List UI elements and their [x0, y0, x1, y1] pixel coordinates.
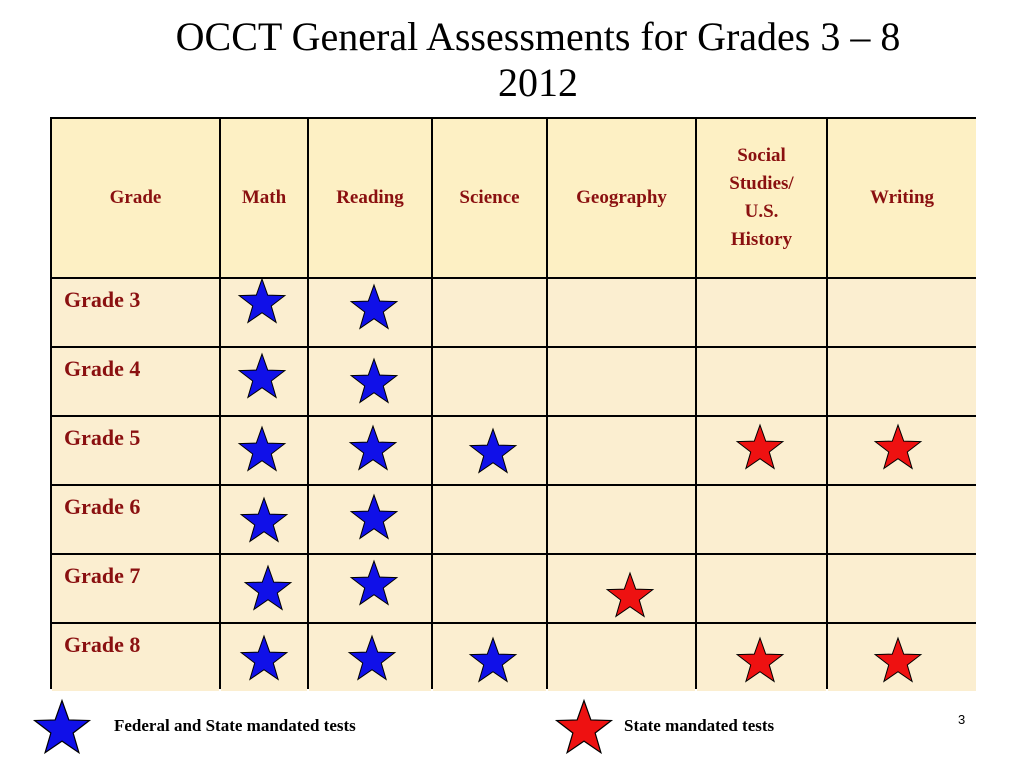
row-label-grade-8: Grade 8 [52, 624, 219, 691]
blue-star-icon [236, 351, 288, 401]
blue-star-icon [238, 495, 290, 545]
row-label-grade-3: Grade 3 [52, 279, 219, 346]
cell-r0-c3 [548, 279, 695, 346]
title-line-1: OCCT General Assessments for Grades 3 – 8 [175, 14, 901, 59]
header-social-line-4: History [730, 229, 793, 250]
cell-r4-c1 [309, 555, 431, 622]
state-star-icon [552, 697, 616, 757]
header-math: Math [221, 119, 307, 277]
cell-r5-c4 [697, 624, 826, 691]
cell-r2-c3 [548, 417, 695, 484]
blue-star-icon [348, 356, 400, 406]
blue-star-icon [236, 276, 288, 326]
header-social-line-3: U.S. [744, 201, 779, 222]
blue-star-icon [467, 426, 519, 476]
header-reading: Reading [309, 119, 431, 277]
cell-r4-c4 [697, 555, 826, 622]
row-label-grade-6: Grade 6 [52, 486, 219, 553]
cell-r5-c3 [548, 624, 695, 691]
row-label-grade-7: Grade 7 [52, 555, 219, 622]
header-writing: Writing [828, 119, 976, 277]
cell-r1-c5 [828, 348, 976, 415]
slide-title [60, 14, 1016, 106]
title-line-2: 2012 [498, 60, 578, 105]
cell-r3-c4 [697, 486, 826, 553]
cell-r5-c1 [309, 624, 431, 691]
legend-state-label: State mandated tests [624, 716, 775, 735]
legend-federal-label: Federal and State mandated tests [114, 716, 356, 735]
cell-r0-c0 [221, 279, 307, 346]
cell-r4-c5 [828, 555, 976, 622]
cell-r5-c0 [221, 624, 307, 691]
cell-r0-c4 [697, 279, 826, 346]
cell-r1-c3 [548, 348, 695, 415]
blue-star-icon [346, 633, 398, 683]
cell-r4-c2 [433, 555, 546, 622]
cell-r2-c1 [309, 417, 431, 484]
cell-r2-c4 [697, 417, 826, 484]
header-social-line-2: Studies/ [729, 173, 794, 194]
blue-star-icon [348, 558, 400, 608]
blue-star-icon [348, 282, 400, 332]
blue-star-icon [236, 424, 288, 474]
cell-r1-c2 [433, 348, 546, 415]
header-social-line-1: Social [737, 145, 786, 166]
row-label-grade-4: Grade 4 [52, 348, 219, 415]
cell-r3-c1 [309, 486, 431, 553]
blue-star-icon [242, 563, 294, 613]
blue-star-icon [348, 492, 400, 542]
blue-star-icon [238, 633, 290, 683]
cell-r5-c2 [433, 624, 546, 691]
cell-r0-c5 [828, 279, 976, 346]
red-star-icon [872, 422, 924, 472]
blue-star-icon [347, 423, 399, 473]
cell-r3-c3 [548, 486, 695, 553]
cell-r4-c0 [221, 555, 307, 622]
cell-r3-c2 [433, 486, 546, 553]
cell-r0-c1 [309, 279, 431, 346]
cell-r4-c3 [548, 555, 695, 622]
row-label-grade-5: Grade 5 [52, 417, 219, 484]
header-science: Science [433, 119, 546, 277]
red-star-icon [734, 422, 786, 472]
cell-r3-c0 [221, 486, 307, 553]
header-geography: Geography [548, 119, 695, 277]
cell-r5-c5 [828, 624, 976, 691]
red-star-icon [604, 570, 656, 620]
header-grade: Grade [52, 119, 219, 277]
header-social-studies [697, 119, 826, 277]
cell-r1-c4 [697, 348, 826, 415]
cell-r0-c2 [433, 279, 546, 346]
cell-r2-c0 [221, 417, 307, 484]
federal-star-icon [30, 697, 94, 757]
blue-star-icon [467, 635, 519, 685]
cell-r1-c1 [309, 348, 431, 415]
cell-r1-c0 [221, 348, 307, 415]
assessment-table [50, 117, 976, 689]
red-star-icon [872, 635, 924, 685]
cell-r2-c5 [828, 417, 976, 484]
cell-r2-c2 [433, 417, 546, 484]
page-number: 3 [958, 712, 966, 727]
red-star-icon [734, 635, 786, 685]
cell-r3-c5 [828, 486, 976, 553]
